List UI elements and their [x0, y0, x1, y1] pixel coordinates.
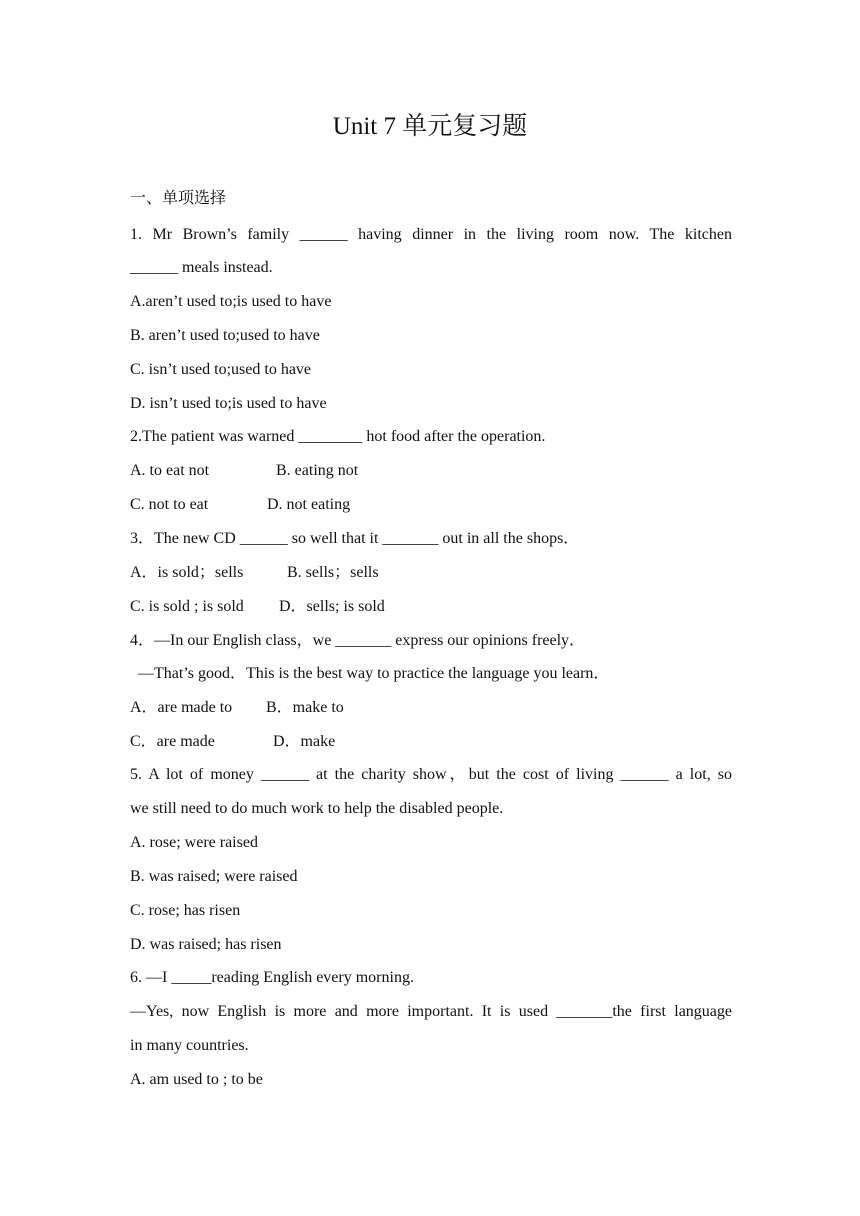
- question-2-option-a: A. to eat not: [130, 462, 210, 479]
- question-4-reply: —That’s good．This is the best way to practice the language you learn．: [138, 665, 610, 682]
- question-1-option-a: A.aren’t used to;is used to have: [130, 293, 332, 310]
- question-5-option-c: C. rose; has risen: [130, 902, 241, 919]
- question-2-option-b: B. eating not: [276, 462, 359, 479]
- question-3-option-a: A．is sold；sells: [130, 564, 244, 581]
- section-heading: 一、单项选择: [130, 190, 227, 207]
- question-1-option-c: C. isn’t used to;used to have: [130, 361, 312, 378]
- question-3-option-b: B. sells；sells: [287, 564, 379, 581]
- question-3-stem: 3．The new CD ______ so well that it _______ out in all the shops．: [130, 530, 580, 547]
- question-2-stem: 2.The patient was warned ________ hot food after the operation.: [130, 428, 546, 445]
- question-5-option-a: A. rose; were raised: [130, 834, 258, 851]
- question-6-stem: 6. —I _____reading English every morning.: [130, 969, 414, 986]
- question-5-stem: 5. A lot of money ______ at the charity show，but the cost of living ______ a lot, so: [130, 766, 732, 783]
- question-3-option-d: D．sells; is sold: [279, 598, 385, 615]
- page-title: Unit 7 单元复习题: [332, 113, 528, 140]
- question-4-option-c: C．are made: [130, 733, 215, 750]
- question-2-option-d: D. not eating: [267, 496, 351, 513]
- question-1-option-d: D. isn’t used to;is used to have: [130, 395, 327, 412]
- question-5-option-d: D. was raised; has risen: [130, 936, 282, 953]
- question-2-option-c: C. not to eat: [130, 496, 209, 513]
- question-6-reply-cont: in many countries.: [130, 1037, 249, 1054]
- question-5-stem-cont: we still need to do much work to help the disabled people.: [130, 800, 504, 817]
- question-4-option-b: B．make to: [266, 699, 344, 716]
- question-3-option-c: C. is sold ; is sold: [130, 598, 244, 615]
- question-5-option-b: B. was raised; were raised: [130, 868, 298, 885]
- question-4-option-a: A．are made to: [130, 699, 233, 716]
- question-1-option-b: B. aren’t used to;used to have: [130, 327, 320, 344]
- question-1-stem-cont: ______ meals instead.: [130, 259, 273, 276]
- question-4-option-d: D．make: [273, 733, 336, 750]
- question-6-option-a: A. am used to ; to be: [130, 1071, 263, 1088]
- question-1-stem: 1. Mr Brown’s family ______ having dinner in the living room now. The kitchen: [130, 226, 732, 243]
- question-4-stem: 4．—In our English class，we _______ express our opinions freely．: [130, 632, 586, 649]
- question-6-reply: —Yes, now English is more and more important. It is used _______the first language: [130, 1003, 732, 1020]
